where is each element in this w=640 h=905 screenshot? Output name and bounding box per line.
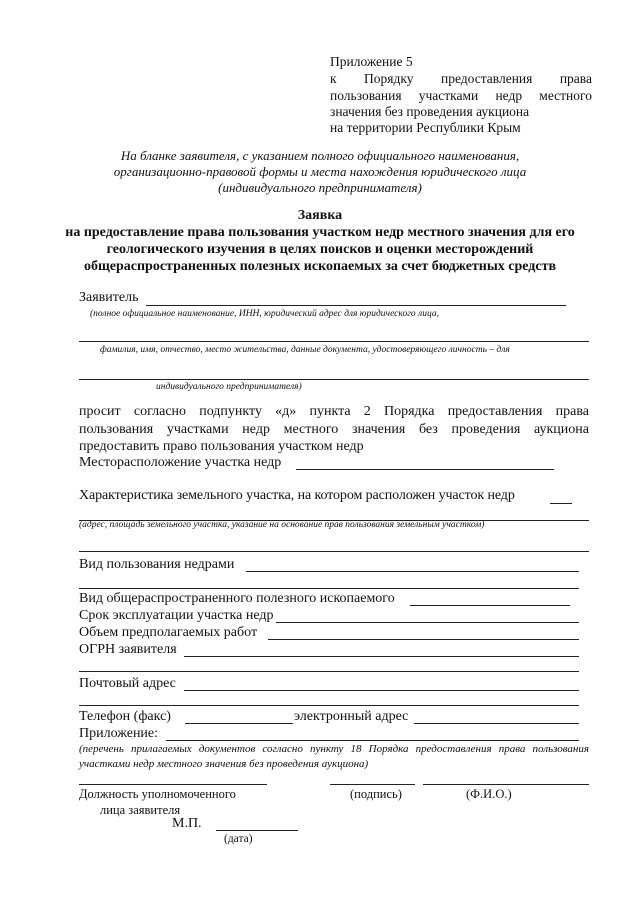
phone-label: Телефон (факс) xyxy=(79,709,171,724)
date-label: (дата) xyxy=(224,833,253,845)
applicant-hint-2: фамилия, имя, отчество, место жительства, данные документа, удостоверяющего личность – для xyxy=(100,345,510,355)
letterhead-note-line-2: организационно-правовой формы и места нахождения юридического лица xyxy=(113,164,527,179)
phone-field-line[interactable] xyxy=(185,723,293,724)
applicant-hint-3: индивидуального предпринимателя) xyxy=(156,382,302,392)
location-field-line[interactable] xyxy=(296,469,554,470)
letterhead-note-line-3: (индивидуального предпринимателя) xyxy=(218,180,422,195)
signature-label: (подпись) xyxy=(350,787,402,801)
applicant-label: Заявитель xyxy=(79,290,139,305)
title-line-2: геологического изучения в целях поисков и оценки месторождений xyxy=(106,242,534,257)
name-field-line[interactable] xyxy=(423,784,589,785)
appendix-number: Приложение 5 xyxy=(330,54,413,69)
title-line-1: на предоставление права пользования участком недр местного значения для его xyxy=(65,225,575,240)
signature-field-line[interactable] xyxy=(330,784,415,785)
position-field-line[interactable] xyxy=(79,784,267,785)
attachment-field-line[interactable] xyxy=(166,740,579,741)
term-field-line[interactable] xyxy=(276,622,579,623)
stamp-label: М.П. xyxy=(172,816,202,831)
land-label: Характеристика земельного участка, на котором расположен участок недр xyxy=(79,488,515,503)
position-label-2: лица заявителя xyxy=(100,803,181,817)
appendix-line-4: на территории Республики Крым xyxy=(330,120,521,135)
postal-label: Почтовый адрес xyxy=(79,676,176,691)
document-title: Заявка xyxy=(297,208,343,223)
applicant-field-line-3[interactable] xyxy=(79,379,589,380)
applicant-field-line[interactable] xyxy=(146,305,566,306)
full-name-label: (Ф.И.О.) xyxy=(466,787,512,801)
ogrn-field-line-2[interactable] xyxy=(79,671,579,672)
land-hint: (адрес, площадь земельного участка, указание на основание прав пользования земельным участком) xyxy=(79,520,485,530)
applicant-hint-1: (полное официальное наименование, ИНН, юридический адрес для юридического лица, xyxy=(90,309,439,319)
attachment-label: Приложение: xyxy=(79,726,159,741)
letterhead-note-line-1: На бланке заявителя, с указанием полного официального наименования, xyxy=(120,148,520,163)
email-field-line[interactable] xyxy=(414,723,579,724)
volume-label: Объем предполагаемых работ xyxy=(79,625,258,640)
location-label: Месторасположение участка недр xyxy=(79,455,282,470)
appendix-line-2: пользования участками недр местного xyxy=(330,88,592,103)
postal-field-line-2[interactable] xyxy=(79,705,579,706)
title-line-3: общераспространенных полезных ископаемых за счет бюджетных средств xyxy=(83,259,557,274)
email-label: электронный адрес xyxy=(294,709,409,724)
ogrn-field-line[interactable] xyxy=(184,656,579,657)
appendix-line-3: значения без проведения аукциона xyxy=(330,104,530,119)
date-field-line[interactable] xyxy=(216,830,298,831)
postal-field-line[interactable] xyxy=(184,690,579,691)
land-field-line[interactable] xyxy=(550,503,572,504)
ogrn-label: ОГРН заявителя xyxy=(79,642,177,657)
usage-field-line-2[interactable] xyxy=(79,588,579,589)
mineral-label: Вид общераспространенного полезного ископаемого xyxy=(79,591,395,606)
term-label: Срок эксплуатации участка недр xyxy=(79,608,274,623)
request-paragraph: просит согласно подпункту «д» пункта 2 Порядка предоставления права пользования участками недр местного значения без проведения аукциона предоставить право пользования участком недр xyxy=(79,404,589,454)
appendix-line-1: к Порядку предоставления права xyxy=(330,71,592,86)
mineral-field-line[interactable] xyxy=(410,605,570,606)
land-field-line-3[interactable] xyxy=(79,551,589,552)
position-label: Должность уполномоченного xyxy=(79,787,236,801)
usage-field-line[interactable] xyxy=(246,571,579,572)
volume-field-line[interactable] xyxy=(268,639,579,640)
applicant-field-line-2[interactable] xyxy=(79,341,589,342)
attachment-hint: (перечень прилагаемых документов согласно пункту 18 Порядка предоставления права пользования участками недр местного значения без проведения аукциона) xyxy=(79,743,589,770)
usage-label: Вид пользования недрами xyxy=(79,557,235,572)
